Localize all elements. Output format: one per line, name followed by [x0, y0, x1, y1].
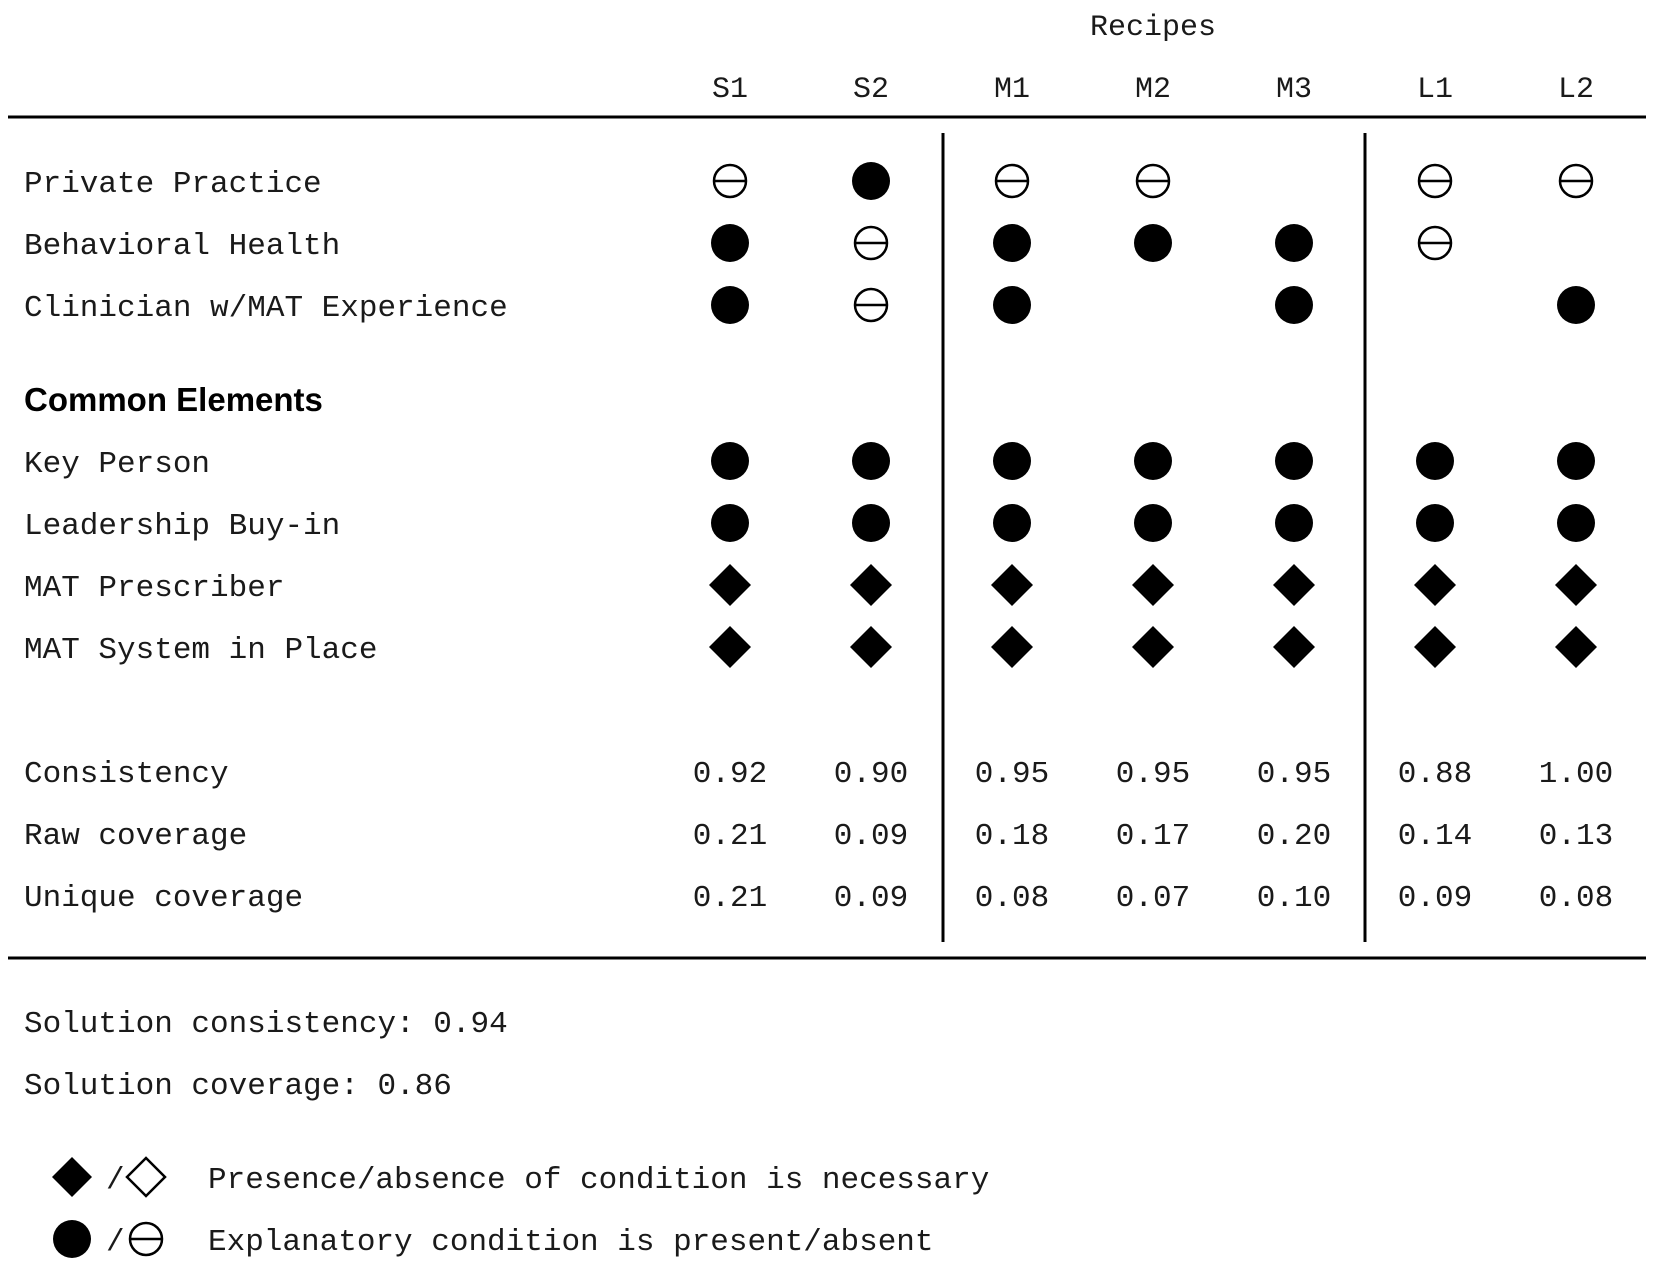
necessary-diamond-icon	[709, 564, 751, 606]
present-circle-icon	[1557, 286, 1595, 324]
metric-value: 0.13	[1538, 819, 1614, 854]
column-header-l1: L1	[1416, 73, 1454, 107]
present-circle-icon	[993, 286, 1031, 324]
row-labels	[24, 167, 508, 916]
necessary-diamond-icon	[1555, 626, 1597, 668]
present-circle-icon	[1416, 504, 1454, 542]
present-circle-icon	[852, 442, 890, 480]
metric-label-unique-coverage: Unique coverage	[24, 881, 304, 916]
absent-crossed-circle-icon	[1560, 165, 1592, 197]
metric-value: 0.90	[833, 757, 909, 792]
row-label-mat-system-in-place: MAT System in Place	[24, 633, 378, 668]
column-header-m2: M2	[1134, 73, 1172, 107]
absent-crossed-circle-icon	[996, 165, 1028, 197]
present-circle-icon	[711, 504, 749, 542]
metric-value: 0.17	[1115, 819, 1191, 854]
legend-separator: /	[106, 1225, 125, 1260]
present-circle-icon	[993, 442, 1031, 480]
necessary-diamond-icon	[850, 564, 892, 606]
present-circle-icon	[1557, 504, 1595, 542]
open-diamond-icon	[127, 1158, 165, 1196]
absent-crossed-circle-icon	[855, 289, 887, 321]
row-label-clinician-w-mat-experience: Clinician w/MAT Experience	[24, 291, 508, 326]
column-header-l2: L2	[1557, 73, 1595, 107]
row-label-behavioral-health: Behavioral Health	[24, 229, 341, 264]
metric-value: 1.00	[1538, 757, 1614, 792]
present-circle-icon	[711, 286, 749, 324]
metric-value: 0.21	[692, 881, 768, 916]
present-circle-icon	[1275, 286, 1313, 324]
metric-value: 0.95	[1256, 757, 1332, 792]
filled-circle-icon	[53, 1220, 91, 1258]
present-circle-icon	[852, 504, 890, 542]
absent-crossed-circle-icon	[1137, 165, 1169, 197]
metric-value: 0.08	[974, 881, 1050, 916]
metric-label-raw-coverage: Raw coverage	[24, 819, 248, 854]
metric-value: 0.09	[1397, 881, 1473, 916]
present-circle-icon	[711, 442, 749, 480]
necessary-diamond-icon	[1273, 564, 1315, 606]
row-label-leadership-buy-in: Leadership Buy-in	[24, 509, 341, 544]
necessary-diamond-icon	[709, 626, 751, 668]
present-circle-icon	[1557, 442, 1595, 480]
solution-coverage: Solution coverage: 0.86	[24, 1069, 452, 1104]
necessary-diamond-icon	[991, 626, 1033, 668]
present-circle-icon	[852, 162, 890, 200]
necessary-diamond-icon	[850, 626, 892, 668]
absent-crossed-circle-icon	[1419, 227, 1451, 259]
necessary-diamond-icon	[991, 564, 1033, 606]
legend-separator: /	[106, 1163, 125, 1198]
metric-value: 0.09	[833, 819, 909, 854]
legend-present-text: Explanatory condition is present/absent	[208, 1225, 934, 1260]
necessary-diamond-icon	[1132, 626, 1174, 668]
metric-value: 0.18	[974, 819, 1050, 854]
metric-value: 0.21	[692, 819, 768, 854]
column-header-s1: S1	[711, 73, 749, 107]
column-header-s2: S2	[852, 73, 890, 107]
row-label-private-practice: Private Practice	[24, 167, 322, 202]
metric-value: 0.10	[1256, 881, 1332, 916]
metric-value: 0.14	[1397, 819, 1473, 854]
column-header-m3: M3	[1275, 73, 1313, 107]
metric-value: 0.88	[1397, 757, 1473, 792]
absent-crossed-circle-icon	[855, 227, 887, 259]
table-cells	[693, 162, 1613, 916]
present-circle-icon	[1134, 442, 1172, 480]
column-headers	[712, 73, 1594, 107]
common-elements-heading: Common Elements	[24, 381, 323, 418]
absent-crossed-circle-icon	[1419, 165, 1451, 197]
metric-value: 0.92	[692, 757, 768, 792]
legend-necessary	[52, 1157, 989, 1198]
present-circle-icon	[993, 224, 1031, 262]
present-circle-icon	[1134, 224, 1172, 262]
necessary-diamond-icon	[1132, 564, 1174, 606]
legend-necessary-text: Presence/absence of condition is necessary	[208, 1163, 990, 1198]
necessary-diamond-icon	[1555, 564, 1597, 606]
present-circle-icon	[1416, 442, 1454, 480]
filled-diamond-icon	[52, 1157, 92, 1197]
solution-consistency: Solution consistency: 0.94	[24, 1007, 508, 1042]
necessary-diamond-icon	[1414, 626, 1456, 668]
present-circle-icon	[1134, 504, 1172, 542]
present-circle-icon	[1275, 224, 1313, 262]
present-circle-icon	[1275, 504, 1313, 542]
metric-value: 0.07	[1115, 881, 1191, 916]
metric-value: 0.95	[974, 757, 1050, 792]
metric-value: 0.09	[833, 881, 909, 916]
present-circle-icon	[711, 224, 749, 262]
necessary-diamond-icon	[1414, 564, 1456, 606]
row-label-mat-prescriber: MAT Prescriber	[24, 571, 285, 606]
row-label-key-person: Key Person	[24, 447, 211, 482]
present-circle-icon	[1275, 442, 1313, 480]
metric-value: 0.95	[1115, 757, 1191, 792]
metric-label-consistency: Consistency	[24, 757, 229, 792]
present-circle-icon	[993, 504, 1031, 542]
metric-value: 0.08	[1538, 881, 1614, 916]
absent-crossed-circle-icon	[714, 165, 746, 197]
recipes-header: Recipes	[1089, 11, 1217, 45]
legend	[52, 1157, 989, 1260]
crossed-circle-icon	[130, 1223, 162, 1255]
legend-present	[53, 1220, 934, 1260]
column-header-m1: M1	[993, 73, 1031, 107]
metric-value: 0.20	[1256, 819, 1332, 854]
necessary-diamond-icon	[1273, 626, 1315, 668]
